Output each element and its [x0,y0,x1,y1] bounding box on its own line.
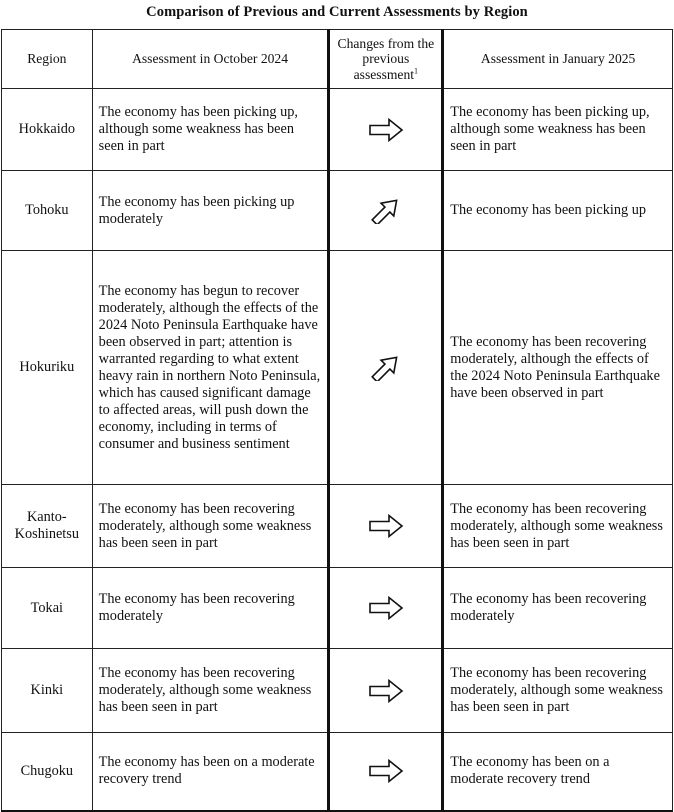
october-assessment-cell: The economy has been picking up, although some weakness has been seen in part [92,89,329,171]
right-arrow-icon [368,678,404,704]
region-cell: Tokai [2,568,93,649]
table-row [2,568,673,649]
right-arrow-icon [368,513,404,539]
change-cell [329,171,443,251]
october-assessment-cell: The economy has been recovering moderately, although some weakness has been seen in part [92,649,329,733]
table-row [2,89,673,171]
up-right-arrow-icon [368,198,404,224]
assessment-table [1,29,673,812]
october-assessment-cell: The economy has been picking up moderately [92,171,329,251]
october-assessment-cell: The economy has been recovering moderately [92,568,329,649]
change-cell [329,649,443,733]
table-row [2,251,673,485]
column-header-region: Region [2,30,93,89]
table-row [2,649,673,733]
october-assessment-cell: The economy has been recovering moderately, although some weakness has been seen in part [92,485,329,568]
change-cell [329,251,443,485]
region-cell: Kinki [2,649,93,733]
table-title: Comparison of Previous and Current Assessments by Region [146,4,528,20]
table-row [2,171,673,251]
right-arrow-icon [368,117,404,143]
table-row [2,485,673,568]
january-assessment-cell: The economy has been recovering moderately [443,568,673,649]
change-header-label: Changes from the previous assessment [337,35,435,82]
change-cell [329,89,443,171]
right-arrow-icon [368,595,404,621]
january-assessment-cell: The economy has been recovering moderately, although some weakness has been seen in part [443,485,673,568]
column-header-january: Assessment in January 2025 [443,30,673,89]
up-right-arrow-icon [368,355,404,381]
change-cell [329,733,443,811]
region-cell: Tohoku [2,171,93,251]
table-row [2,733,673,811]
column-header-change [329,30,443,89]
change-cell [329,485,443,568]
region-cell: Hokuriku [2,251,93,485]
region-cell: Hokkaido [2,89,93,171]
header-row [2,30,673,89]
column-header-october: Assessment in October 2024 [92,30,329,89]
change-cell [329,568,443,649]
january-assessment-cell: The economy has been recovering moderately, although the effects of the 2024 Noto Peninsula Earthquake have been observed in part [443,251,673,485]
october-assessment-cell: The economy has been on a moderate recovery trend [92,733,329,811]
right-arrow-icon [368,758,404,784]
october-assessment-cell: The economy has begun to recover moderately, although the effects of the 2024 Noto Peninsula Earthquake have been observed in part; attention is warranted regarding to what extent heavy rain in northern Noto Peninsula, which has caused significant damage to affected areas, will push down the economy, including in terms of consumer and business sentiment [92,251,329,485]
january-assessment-cell: The economy has been on a moderate recovery trend [443,733,673,811]
january-assessment-cell: The economy has been picking up [443,171,673,251]
region-cell: Kanto-Koshinetsu [2,485,93,568]
footnote-marker: 1 [414,66,419,76]
january-assessment-cell: The economy has been picking up, although some weakness has been seen in part [443,89,673,171]
region-cell: Chugoku [2,733,93,811]
january-assessment-cell: The economy has been recovering moderately, although some weakness has been seen in part [443,649,673,733]
